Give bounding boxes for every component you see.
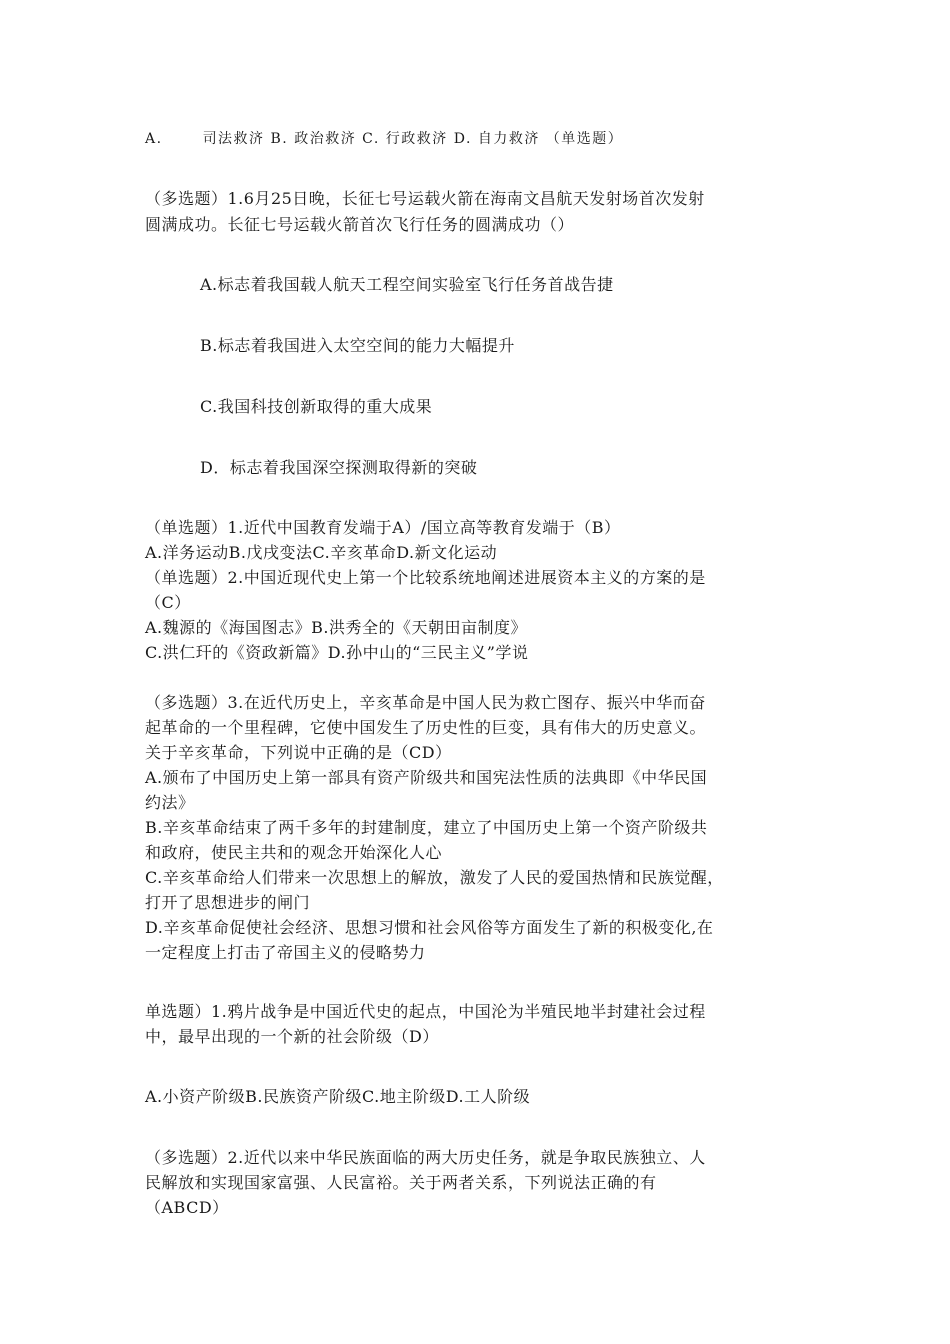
answer-option: C.我国科技创新取得的重大成果 — [200, 397, 433, 416]
answer-key: （C） — [145, 593, 191, 612]
options-line-judicial-relief — [145, 127, 623, 151]
answer-options-line: A.魏源的《海国图志》B.洪秀全的《天朝田亩制度》 — [145, 618, 527, 637]
answer-option: B.标志着我国进入太空空间的能力大幅提升 — [200, 336, 515, 355]
answer-key: （ABCD） — [145, 1198, 229, 1217]
question-text-line: 关于辛亥革命，下列说中正确的是（CD） — [145, 743, 452, 762]
question-text-line: 起革命的一个里程碑，它使中国发生了历史性的巨变，具有伟大的历史意义。 — [145, 718, 707, 737]
answer-option: 打开了思想进步的闸门 — [145, 893, 311, 912]
question-text-line: 民解放和实现国家富强、人民富裕。关于两者关系，下列说法正确的有 — [145, 1173, 657, 1192]
question-text-line: （单选题）1.近代中国教育发端于A）/国立高等教育发端于（B） — [145, 518, 621, 537]
answer-options-line: C.洪仁玕的《资政新篇》D.孙中山的“三民主义”学说 — [145, 643, 529, 662]
answer-options-line: A.洋务运动B.戊戌变法C.辛亥革命D.新文化运动 — [145, 543, 498, 562]
answer-option: A.标志着我国载人航天工程空间实验室飞行任务首战告捷 — [200, 275, 614, 294]
question-text-line: 单选题）1.鸦片战争是中国近代史的起点，中国沦为半殖民地半封建社会过程 — [145, 1002, 706, 1021]
question-text-line: （多选题）2.近代以来中华民族面临的两大历史任务，就是争取民族独立、人 — [145, 1148, 706, 1167]
question-text-line: 圆满成功。长征七号运载火箭首次飞行任务的圆满成功（） — [145, 215, 575, 234]
answer-option: B.辛亥革命结束了两千多年的封建制度，建立了中国历史上第一个资产阶级共 — [145, 818, 708, 837]
answer-options-line: A.小资产阶级B.民族资产阶级C.地主阶级D.工人阶级 — [145, 1087, 531, 1106]
question-text-line: 中，最早出现的一个新的社会阶级（D） — [145, 1027, 439, 1046]
answer-option: 约法》 — [145, 793, 195, 812]
options-text: 司法救济 B. 政治救济 C. 行政救济 D. 自力救济 （单选题） — [202, 131, 624, 147]
answer-option: 一定程度上打击了帝国主义的侵略势力 — [145, 943, 426, 962]
option-a-label: A. — [145, 131, 163, 147]
answer-option: D.辛亥革命促使社会经济、思想习惯和社会风俗等方面发生了新的积极变化,在 — [145, 918, 714, 937]
question-text-line: （单选题）2.中国近现代史上第一个比较系统地阐述进展资本主义的方案的是 — [145, 568, 706, 587]
question-text-line: （多选题）3.在近代历史上，辛亥革命是中国人民为救亡图存、振兴中华而奋 — [145, 693, 706, 712]
answer-option: A.颁布了中国历史上第一部具有资产阶级共和国宪法性质的法典即《中华民国 — [145, 768, 708, 787]
answer-option: 和政府，使民主共和的观念开始深化人心 — [145, 843, 443, 862]
answer-option: D．标志着我国深空探测取得新的突破 — [200, 458, 478, 477]
answer-option: C.辛亥革命给人们带来一次思想上的解放，激发了人民的爱国热情和民族觉醒， — [145, 868, 724, 887]
question-text-line: （多选题）1.6月25日晚，长征七号运载火箭在海南文昌航天发射场首次发射 — [145, 189, 705, 208]
